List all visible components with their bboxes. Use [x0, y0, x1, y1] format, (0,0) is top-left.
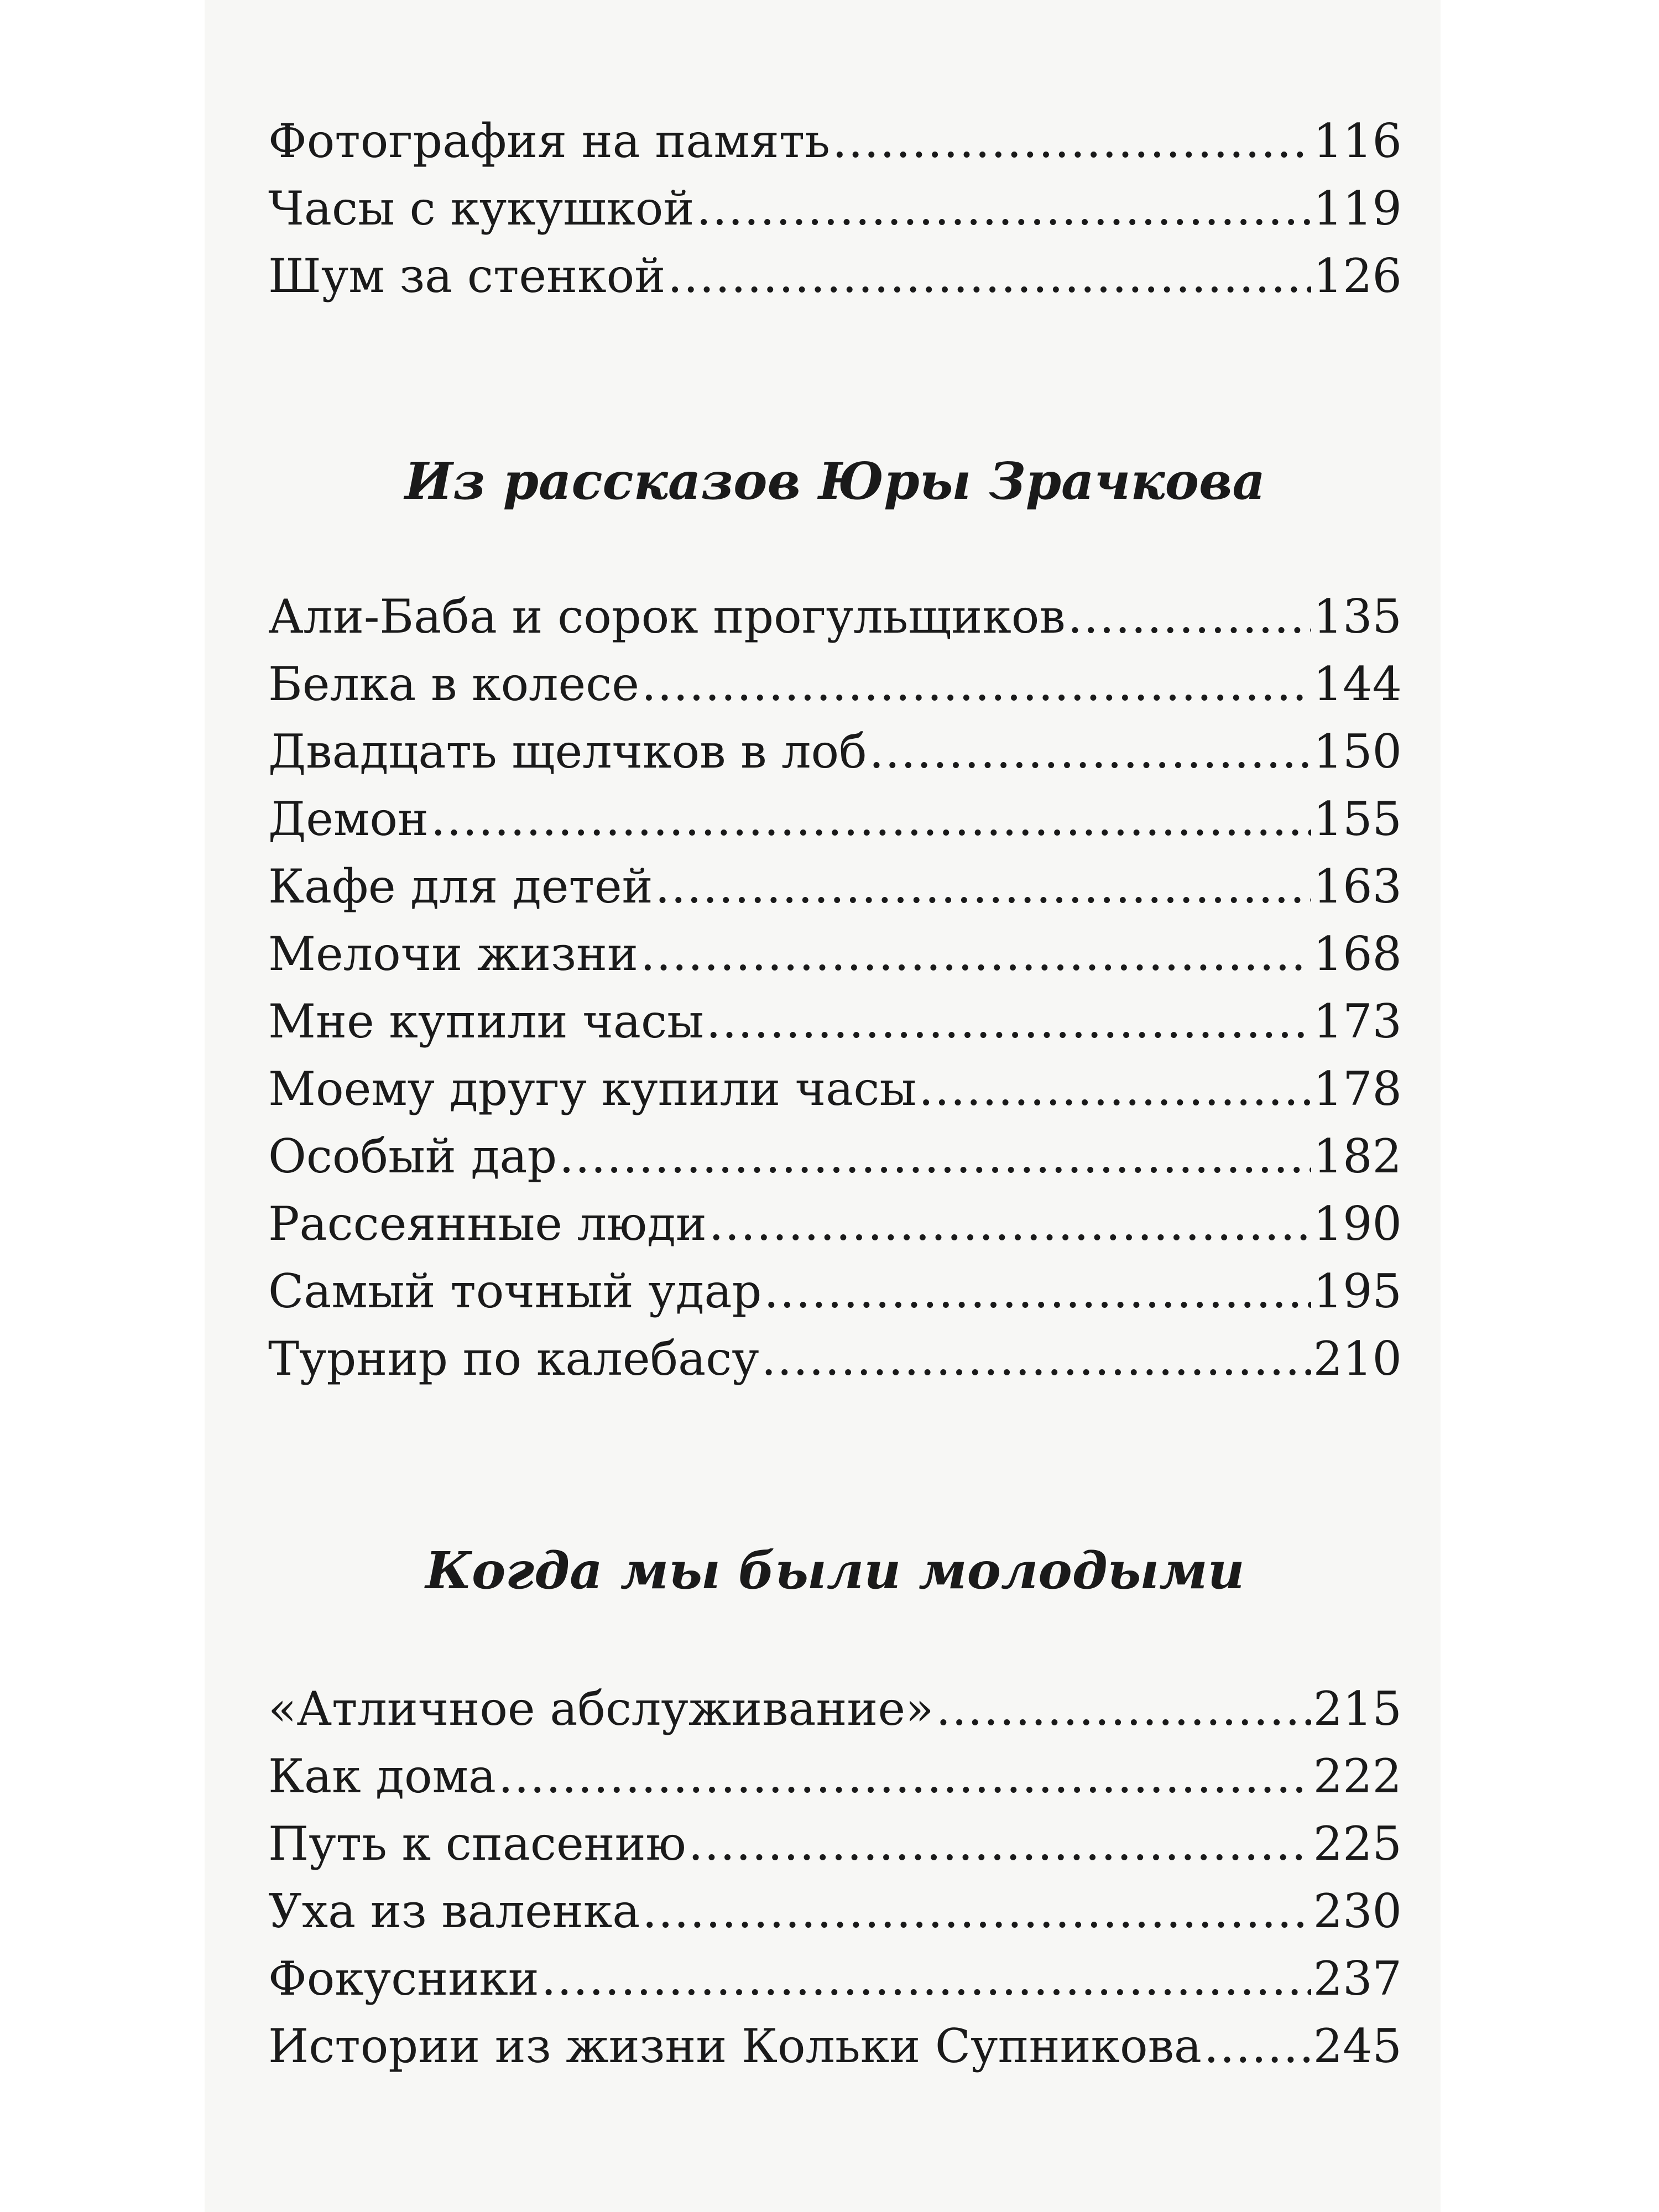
toc-entry	[268, 1746, 1402, 1807]
toc-entry	[268, 246, 1402, 306]
toc-entry-page: 195	[1313, 1264, 1402, 1318]
section-heading: Когда мы были молодыми	[425, 1541, 1245, 1600]
toc-entry-page: 222	[1313, 1749, 1402, 1803]
toc-entry-page: 237	[1313, 1952, 1402, 2006]
toc-entry-title: Моему другу купили часы	[268, 1062, 917, 1116]
toc-entry-page: 116	[1313, 114, 1402, 168]
toc-leader-dots	[936, 1678, 1311, 1739]
toc-entry	[268, 1881, 1402, 1942]
toc-entry	[268, 1193, 1402, 1254]
toc-entry	[268, 1328, 1402, 1389]
toc-entry	[268, 2016, 1402, 2077]
toc-leader-dots	[688, 1813, 1311, 1874]
toc-entry	[268, 1261, 1402, 1322]
toc-entry	[268, 1126, 1402, 1187]
section-heading: Из рассказов Юры Зрачкова	[404, 451, 1266, 511]
toc-entry-title: Фокусники	[268, 1952, 539, 2006]
toc-entry-page: 178	[1313, 1062, 1402, 1116]
toc-entry	[268, 1058, 1402, 1119]
toc-entry	[268, 721, 1402, 782]
toc-leader-dots	[431, 789, 1311, 849]
toc-entry-page: 155	[1313, 792, 1402, 846]
toc-leader-dots	[869, 721, 1311, 782]
toc-leader-dots	[541, 1948, 1311, 2009]
toc-entry-title: Путь к спасению	[268, 1817, 686, 1871]
toc-leader-dots	[1204, 2016, 1311, 2077]
toc-entry-title: Кафе для детей	[268, 859, 653, 914]
toc-entry-title: Турнир по калебасу	[268, 1332, 759, 1386]
toc-entry-page: 182	[1313, 1129, 1402, 1183]
toc-leader-dots	[761, 1328, 1311, 1389]
toc-entry-page: 173	[1313, 994, 1402, 1048]
toc-leader-dots	[642, 1881, 1311, 1942]
toc-entry	[268, 1948, 1402, 2009]
toc-entry	[268, 1678, 1402, 1739]
toc-leader-dots	[667, 246, 1311, 306]
toc-leader-dots	[696, 178, 1311, 239]
toc-leader-dots	[919, 1058, 1311, 1119]
toc-entry	[268, 991, 1402, 1052]
toc-leader-dots	[655, 856, 1311, 917]
toc-entry-title: Али-Баба и сорок прогульщиков	[268, 589, 1066, 644]
toc-entry-title: Двадцать щелчков в лоб	[268, 724, 867, 779]
toc-leader-dots	[1068, 586, 1311, 647]
toc-entry-title: Рассеянные люди	[268, 1197, 707, 1251]
toc-entry-title: Белка в колесе	[268, 657, 639, 711]
toc-entry-title: Демон	[268, 792, 429, 846]
toc-entry-page: 230	[1313, 1884, 1402, 1938]
toc-entry-title: Мне купили часы	[268, 994, 704, 1048]
toc-entry-page: 150	[1313, 724, 1402, 779]
toc-entry	[268, 924, 1402, 984]
toc-entry-title: Часы с кукушкой	[268, 181, 695, 236]
toc-entry-page: 144	[1313, 657, 1402, 711]
toc-entry-page: 210	[1313, 1332, 1402, 1386]
toc-leader-dots	[832, 111, 1311, 171]
toc-entry-title: Уха из валенка	[268, 1884, 640, 1938]
toc-leader-dots	[640, 924, 1311, 984]
toc-entry-page: 245	[1313, 2019, 1402, 2073]
toc-entry	[268, 178, 1402, 239]
toc-leader-dots	[559, 1126, 1311, 1187]
toc-entry	[268, 1813, 1402, 1874]
toc-entry	[268, 586, 1402, 647]
toc-entry-title: Фотография на память	[268, 114, 830, 168]
toc-entry-title: «Атличное абслуживание»	[268, 1682, 934, 1736]
toc-entry-page: 215	[1313, 1682, 1402, 1736]
toc-entry	[268, 789, 1402, 849]
toc-entry-page: 190	[1313, 1197, 1402, 1251]
toc-entry-title: Мелочи жизни	[268, 927, 638, 981]
toc-entry-title: Самый точный удар	[268, 1264, 762, 1318]
toc-entry-page: 126	[1313, 249, 1402, 303]
toc-entry-page: 119	[1313, 181, 1402, 236]
toc-leader-dots	[498, 1746, 1311, 1807]
toc-entry-page: 168	[1313, 927, 1402, 981]
toc-entry-title: Шум за стенкой	[268, 249, 666, 303]
toc-leader-dots	[709, 1193, 1311, 1254]
toc-entry-title: Особый дар	[268, 1129, 557, 1183]
toc-entry	[268, 856, 1402, 917]
toc-leader-dots	[764, 1261, 1311, 1322]
toc-entry-title: Как дома	[268, 1749, 497, 1803]
toc-entry	[268, 654, 1402, 714]
toc-leader-dots	[641, 654, 1311, 714]
toc-entry-title: Истории из жизни Кольки Супникова	[268, 2019, 1202, 2073]
toc-entry-page: 225	[1313, 1817, 1402, 1871]
toc-leader-dots	[706, 991, 1311, 1052]
toc-entry	[268, 111, 1402, 171]
toc-entry-page: 135	[1313, 589, 1402, 644]
toc-entry-page: 163	[1313, 859, 1402, 914]
